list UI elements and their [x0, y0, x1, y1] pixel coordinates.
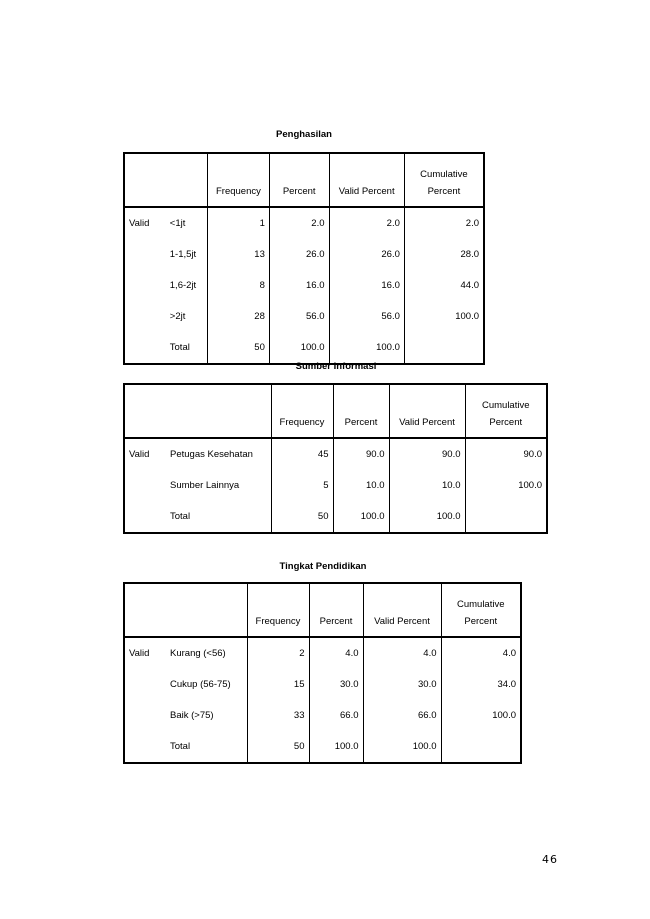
- table-sumber-informasi: [123, 383, 548, 534]
- cell-percent: 2.0: [269, 207, 329, 239]
- col-valid-percent: Valid Percent: [389, 384, 465, 438]
- col-valid-percent: Valid Percent: [329, 153, 404, 207]
- cell-percent: 90.0: [333, 438, 389, 470]
- col-percent: Percent: [269, 153, 329, 207]
- col-cumulative-percent: Cumulative Percent: [441, 583, 521, 637]
- cell-percent: 100.0: [309, 731, 363, 763]
- cell-frequency: 5: [271, 470, 333, 501]
- col-percent: Percent: [333, 384, 389, 438]
- cell-percent: 16.0: [269, 270, 329, 301]
- table-penghasilan: [123, 152, 485, 365]
- table-row: [124, 637, 521, 669]
- cell-percent: 66.0: [309, 700, 363, 731]
- cell-frequency: 1: [208, 207, 270, 239]
- table-row: [124, 239, 484, 270]
- cell-cumulative-percent: 34.0: [441, 669, 521, 700]
- table-row: [124, 207, 484, 239]
- cell-cumulative-percent: 28.0: [404, 239, 484, 270]
- col-percent: Percent: [309, 583, 363, 637]
- cell-valid-percent: 16.0: [329, 270, 404, 301]
- col-valid-percent: Valid Percent: [363, 583, 441, 637]
- cell-percent: 56.0: [269, 301, 329, 332]
- cell-frequency: 13: [208, 239, 270, 270]
- cell-frequency: 15: [247, 669, 309, 700]
- table-header-row: [124, 153, 484, 207]
- cell-cumulative-percent: 44.0: [404, 270, 484, 301]
- cell-valid-percent: 100.0: [389, 501, 465, 533]
- group-label: Valid: [129, 648, 150, 659]
- col-frequency: Frequency: [208, 153, 270, 207]
- table-row-total: [124, 501, 547, 533]
- cell-cumulative-percent: 2.0: [404, 207, 484, 239]
- cell-valid-percent: 30.0: [363, 669, 441, 700]
- row-label: Sumber Lainnya: [170, 480, 240, 491]
- cell-percent: 100.0: [269, 332, 329, 364]
- col-frequency: Frequency: [247, 583, 309, 637]
- table-row: [124, 301, 484, 332]
- row-label: Baik (>75): [170, 710, 214, 721]
- cell-valid-percent: 4.0: [363, 637, 441, 669]
- cell-cumulative-percent: [465, 501, 547, 533]
- col-cumulative-percent: Cumulative Percent: [465, 384, 547, 438]
- cell-valid-percent: 66.0: [363, 700, 441, 731]
- cell-cumulative-percent: [404, 332, 484, 364]
- cell-frequency: 50: [208, 332, 270, 364]
- cell-cumulative-percent: [441, 731, 521, 763]
- page-number: 46: [542, 853, 558, 866]
- cell-percent: 30.0: [309, 669, 363, 700]
- cell-valid-percent: 90.0: [389, 438, 465, 470]
- group-label: Valid: [129, 218, 150, 229]
- table-row: [124, 270, 484, 301]
- col-cumulative-percent: Cumulative Percent: [404, 153, 484, 207]
- cell-valid-percent: 100.0: [329, 332, 404, 364]
- table-row: [124, 438, 547, 470]
- table-title-tingkat-pendidikan: Tingkat Pendidikan: [279, 561, 367, 572]
- cell-valid-percent: 10.0: [389, 470, 465, 501]
- row-label: Total: [170, 741, 191, 752]
- table-row: [124, 700, 521, 731]
- row-label: Total: [169, 342, 190, 353]
- row-label: <1jt: [169, 218, 186, 229]
- row-label: 1-1,5jt: [169, 249, 197, 260]
- cell-frequency: 50: [271, 501, 333, 533]
- cell-cumulative-percent: 90.0: [465, 438, 547, 470]
- row-label: Petugas Kesehatan: [170, 449, 253, 460]
- cell-valid-percent: 56.0: [329, 301, 404, 332]
- row-label: Kurang (<56): [170, 648, 226, 659]
- table-row-total: [124, 332, 484, 364]
- table-tingkat-pendidikan: [123, 582, 522, 764]
- cell-cumulative-percent: 100.0: [441, 700, 521, 731]
- cell-percent: 100.0: [333, 501, 389, 533]
- table-title-penghasilan: Penghasilan: [276, 129, 332, 140]
- cell-percent: 4.0: [309, 637, 363, 669]
- table-header-row: [124, 583, 521, 637]
- cell-valid-percent: 26.0: [329, 239, 404, 270]
- cell-percent: 10.0: [333, 470, 389, 501]
- cell-frequency: 28: [208, 301, 270, 332]
- cell-cumulative-percent: 4.0: [441, 637, 521, 669]
- cell-frequency: 8: [208, 270, 270, 301]
- table-row: [124, 669, 521, 700]
- cell-percent: 26.0: [269, 239, 329, 270]
- row-label: >2jt: [169, 311, 186, 322]
- table-title-sumber-informasi: Sumber Informasi: [295, 361, 377, 372]
- group-label: Valid: [129, 449, 150, 460]
- table-row-total: [124, 731, 521, 763]
- table-row: [124, 470, 547, 501]
- cell-cumulative-percent: 100.0: [404, 301, 484, 332]
- row-label: Cukup (56-75): [170, 679, 231, 690]
- row-label: 1,6-2jt: [169, 280, 197, 291]
- col-frequency: Frequency: [271, 384, 333, 438]
- cell-frequency: 33: [247, 700, 309, 731]
- cell-frequency: 2: [247, 637, 309, 669]
- row-label: Total: [170, 511, 191, 522]
- cell-valid-percent: 100.0: [363, 731, 441, 763]
- cell-cumulative-percent: 100.0: [465, 470, 547, 501]
- cell-frequency: 45: [271, 438, 333, 470]
- cell-valid-percent: 2.0: [329, 207, 404, 239]
- table-header-row: [124, 384, 547, 438]
- cell-frequency: 50: [247, 731, 309, 763]
